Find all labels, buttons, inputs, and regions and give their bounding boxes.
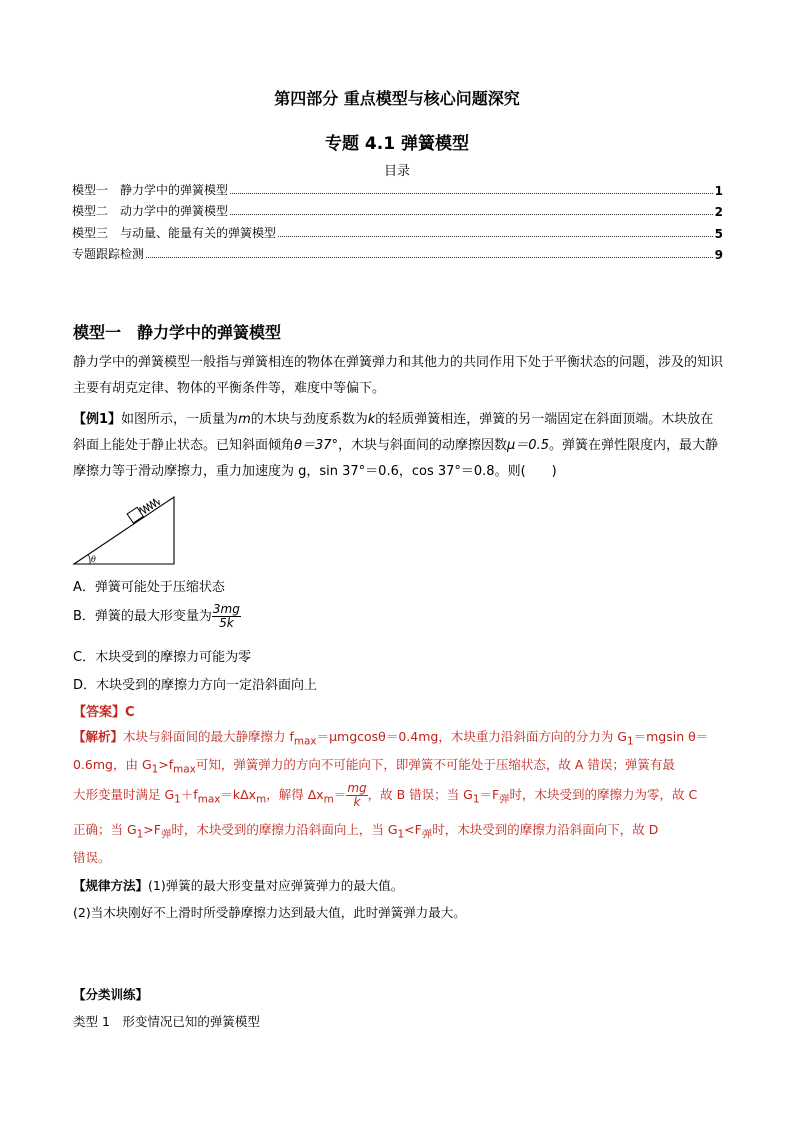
topic-title: 专题 4.1 弹簧模型 [325, 134, 469, 154]
toc-entry-page: 1 [714, 184, 723, 198]
example-question: 【例1】如图所示，一质量为m的木块与劲度系数为k的轻质弹簧相连，弹簧的另一端固定在斜面顶端。木块放在斜面上能处于静止状态。已知斜面倾角θ＝37°，木块与斜面间的动摩擦因数μ＝0.5。弹簧在弹性限度内，最大静摩擦力等于滑动摩擦力，重力加速度为 g，sin 37°＝0.6，cos 37°＝0.8。则( ) [73, 412, 718, 479]
toc-leader [146, 257, 713, 258]
option-d[interactable]: D．木块受到的摩擦力方向一定沿斜面向上 [73, 678, 318, 693]
training-type-1: 类型 1 形变情况已知的弹簧模型 [73, 1014, 260, 1029]
theta-label: θ [91, 555, 96, 564]
toc-entry-4[interactable] [72, 244, 723, 262]
toc-entry-page: 9 [714, 248, 723, 262]
option-c[interactable]: C．木块受到的摩擦力可能为零 [73, 650, 252, 665]
angle-arc [89, 555, 91, 564]
answer-value: C [125, 705, 135, 720]
fraction: $\frac{3mg}{5k}$ [212, 602, 240, 630]
method-tag: 【规律方法】 [73, 878, 149, 893]
toc-entry-label: 模型二 动力学中的弹簧模型 [72, 204, 229, 218]
analysis-line-3: 大形变量时满足 $G_1+f_{max}=k\Delta x_m$，解得 $\Delta x_m=$ $\frac{mg}{k}$ ，故 B 错误；当 $G_1=F_弹$时，木块受到的摩擦力为零，故 C [73, 781, 698, 809]
toc-leader [278, 236, 713, 237]
method-line-2: (2)当木块刚好不上滑时所受静摩擦力达到最大值，此时弹簧弹力最大。 [73, 905, 466, 920]
answer-line [73, 701, 135, 720]
incline-spring-figure [72, 492, 182, 568]
incline-triangle [74, 497, 174, 564]
toc-entry-2[interactable] [72, 201, 723, 219]
toc-entry-page: 2 [714, 205, 723, 219]
toc-entry-3[interactable] [72, 223, 723, 241]
analysis-line-1: 【解析】木块与斜面间的最大静摩擦力 $f_{max}=\mu mgcos\theta=0.4mg$，木块重力沿斜面方向的分力为 $G_1=mgsin$ θ＝ [73, 729, 709, 748]
toc-heading: 目录 [383, 164, 410, 179]
option-a[interactable]: A．弹簧可能处于压缩状态 [73, 580, 225, 595]
toc-entry-page: 5 [714, 227, 723, 241]
analysis-line-4: 正确；当 $G_1>F_弹$时，木块受到的摩擦力沿斜面向上，当 $G_1<F_弹$时，木块受到的摩擦力沿斜面向下，故 D [73, 822, 659, 841]
toc-leader [230, 214, 713, 215]
part-title: 第四部分 重点模型与核心问题深究 [274, 89, 520, 108]
example-tag: 【例1】 [73, 412, 122, 427]
fraction: $\frac{mg}{k}$ [347, 781, 367, 809]
option-b[interactable]: B．弹簧的最大形变量为 $\frac{3mg}{5k}$ [73, 602, 240, 630]
section-intro: 静力学中的弹簧模型一般指与弹簧相连的物体在弹簧弹力和其他力的共同作用下处于平衡状态的问题，涉及的知识主要有胡克定律、物体的平衡条件等，难度中等偏下。 [73, 355, 724, 396]
training-tag: 【分类训练】 [73, 987, 149, 1002]
toc-entry-1[interactable] [72, 180, 723, 198]
toc-leader [230, 193, 713, 194]
wooden-block [127, 507, 143, 523]
analysis-line-5: 错误。 [73, 850, 111, 865]
analysis-line-2: 0.6mg，由 $G_1>f_{max}$可知，弹簧弹力的方向不可能向下，即弹簧不可能处于压缩状态，故 A 错误；弹簧有最 [73, 757, 675, 776]
answer-tag: 【答案】 [73, 705, 126, 720]
section-title: 模型一 静力学中的弹簧模型 [73, 323, 282, 342]
analysis-tag: 【解析】 [73, 729, 124, 744]
toc-entry-label: 模型一 静力学中的弹簧模型 [72, 183, 229, 197]
toc-entry-label: 模型三 与动量、能量有关的弹簧模型 [72, 226, 277, 240]
toc-entry-label: 专题跟踪检测 [72, 247, 145, 261]
method-line-1: 【规律方法】(1)弹簧的最大形变量对应弹簧弹力的最大值。 [73, 878, 404, 893]
